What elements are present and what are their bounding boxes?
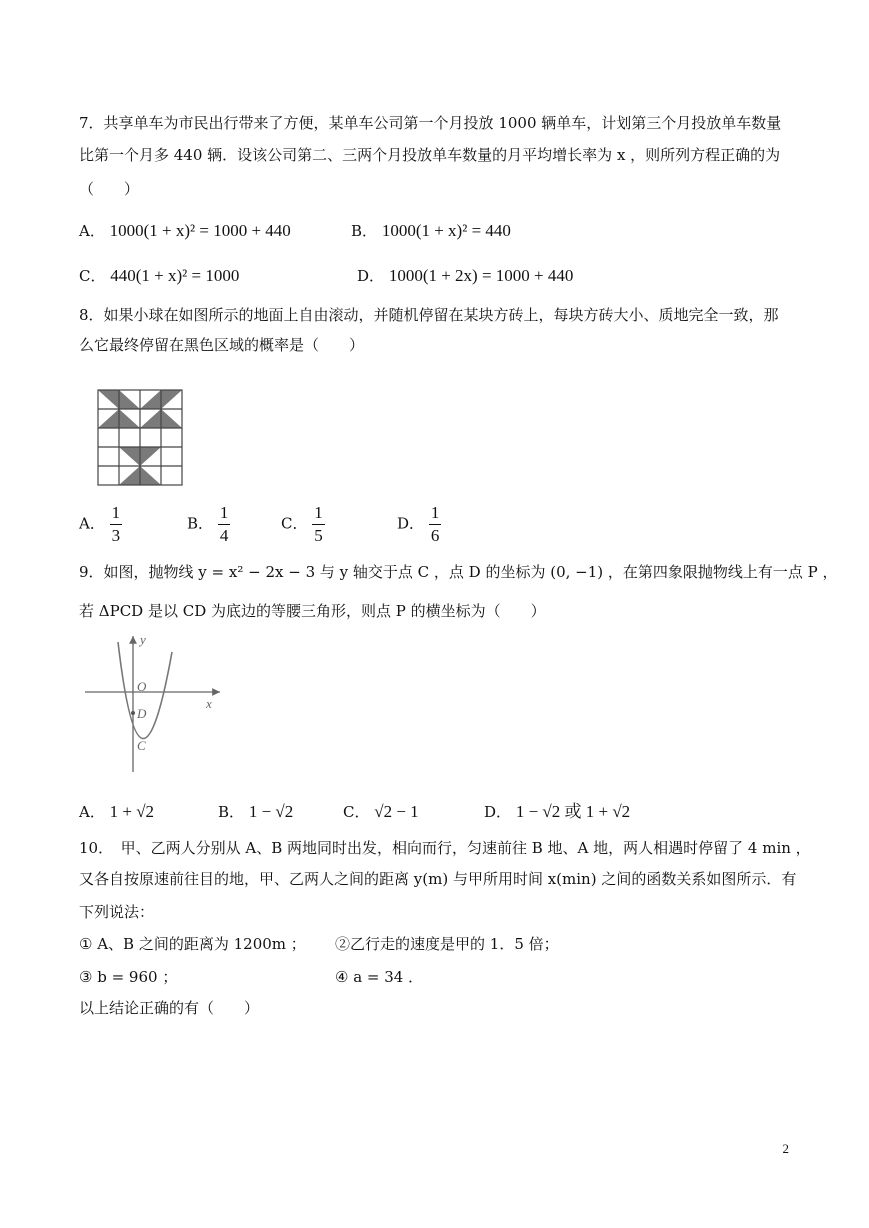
q7-option-c: [79, 266, 239, 286]
q10-stem-line2: 又各自按原速前往目的地，甲、乙两人之间的距离 y(m) 与甲所用时间 x(min) 之间的函数关系如图所示．有: [79, 870, 797, 888]
q8-shaded-triangle: [119, 447, 140, 466]
q9-option-d-label: D．: [484, 803, 512, 821]
q8-option-a-denominator: 3: [111, 526, 121, 545]
q9-option-c-text: √2 − 1: [374, 802, 419, 821]
q9-option-d-text: 1 − √2 或 1 + √2: [515, 802, 631, 821]
page-number: 2: [782, 1141, 789, 1156]
q8-option-c-fraction: [312, 504, 325, 545]
q8-option-d-fraction: [429, 504, 442, 545]
q7-option-a: [79, 221, 291, 241]
q9-option-d: [484, 802, 630, 822]
q10-statement-1: ① A、B 之间的距离为 1200m ；: [79, 935, 306, 953]
q8-tile-grid-figure: [94, 386, 186, 488]
q10-statement-2: ②乙行走的速度是甲的 1．5 倍；: [335, 935, 559, 953]
q8-option-c-numerator: 1: [312, 504, 325, 525]
q9-option-a: [79, 802, 154, 822]
q8-option-b-denominator: 4: [219, 526, 229, 545]
q7-stem-line2: 比第一个月多 440 辆．设该公司第二、三两个月投放单车数量的月平均增长率为 x ，则所列方程正确的为: [79, 146, 781, 164]
q9-option-b: [218, 802, 293, 822]
q10-stem-line1: 10． 甲、乙两人分别从 A、B 两地同时出发，相向而行，匀速前往 B 地、A 地，两人相遇时停留了 4 min ，: [79, 839, 811, 857]
q8-option-d-denominator: 6: [430, 526, 440, 545]
q10-statement-3: ③ b = 960 ；: [79, 968, 178, 986]
q9-stem-line2: 若 ΔPCD 是以 CD 为底边的等腰三角形，则点 P 的横坐标为（ ）: [79, 602, 546, 620]
q8-option-d-label: D．: [397, 514, 425, 533]
q8-option-b: [187, 504, 230, 545]
q9-option-a-label: A．: [79, 803, 105, 821]
q8-grid-lines: [98, 390, 182, 485]
q8-shaded-triangle: [119, 390, 140, 409]
q8-shaded-triangle: [161, 409, 182, 428]
q9-option-a-text: 1 + √2: [109, 802, 155, 821]
q8-option-a-label: A．: [79, 514, 105, 533]
q7-option-b-text: 1000(1 + x)² = 440: [381, 221, 511, 240]
q7-stem-line3: （ ）: [79, 180, 140, 198]
q7-option-c-text: 440(1 + x)² = 1000: [110, 266, 240, 285]
q8-shaded-triangle: [140, 447, 161, 466]
q8-shaded-triangle: [140, 409, 161, 428]
q9-y-label: y: [140, 632, 146, 647]
q9-option-c-label: C．: [343, 803, 370, 821]
q9-point-d: [131, 711, 135, 715]
q9-option-b-label: B．: [218, 803, 245, 821]
q8-option-d: [397, 504, 441, 545]
q9-option-b-text: 1 − √2: [248, 802, 294, 821]
q7-stem-line1: 7．共享单车为市民出行带来了方便，某单车公司第一个月投放 1000 辆单车，计划第三个月投放单车数量: [79, 114, 782, 132]
q9-option-c: [343, 802, 419, 822]
q8-option-d-numerator: 1: [429, 504, 442, 525]
q8-stem-line2: 么它最终停留在黑色区域的概率是（ ）: [79, 336, 365, 354]
q9-x-label: x: [206, 696, 212, 711]
q10-statement-4: ④ a = 34 ．: [335, 968, 424, 986]
q9-parabola-figure: [82, 630, 227, 775]
q8-option-c: [281, 504, 325, 545]
q10-stem-line3: 下列说法：: [79, 903, 155, 921]
q9-c-label: C: [137, 738, 146, 753]
q8-shaded-triangle: [161, 390, 182, 409]
q7-option-d-label: D．: [357, 267, 385, 285]
q7-option-c-label: C．: [79, 267, 106, 285]
q8-option-b-fraction: [218, 504, 231, 545]
q8-option-a: [79, 504, 122, 545]
q9-d-label: D: [137, 706, 147, 721]
q8-option-b-label: B．: [187, 514, 214, 533]
q7-option-a-label: A．: [79, 222, 105, 240]
q7-option-d-text: 1000(1 + 2x) = 1000 + 440: [388, 266, 574, 285]
q10-stem-line4: 以上结论正确的有（ ）: [79, 999, 260, 1017]
q8-shaded-triangle: [119, 409, 140, 428]
q8-shaded-triangle: [140, 466, 161, 485]
q8-shaded-triangle: [140, 390, 161, 409]
q8-option-c-label: C．: [281, 514, 308, 533]
q9-origin-label: O: [137, 679, 147, 694]
q9-stem-line1: 9．如图，抛物线 y = x² − 2x − 3 与 y 轴交于点 C ，点 D 的坐标为 (0, −1) ，在第四象限抛物线上有一点 P ，: [79, 563, 838, 581]
q7-option-b-label: B．: [351, 222, 378, 240]
q8-shaded-triangle: [98, 390, 119, 409]
q8-option-b-numerator: 1: [218, 504, 231, 525]
q8-shaded-triangle: [98, 409, 119, 428]
q8-shaded-triangle: [119, 466, 140, 485]
q8-option-c-denominator: 5: [314, 526, 323, 545]
q7-option-d: [357, 266, 573, 286]
q8-stem-line1: 8．如果小球在如图所示的地面上自由滚动，并随机停留在某块方砖上，每块方砖大小、质地完全一致，那: [79, 306, 779, 324]
q8-option-a-fraction: [110, 504, 123, 545]
q7-option-a-text: 1000(1 + x)² = 1000 + 440: [109, 221, 291, 240]
q7-option-b: [351, 221, 511, 241]
q8-option-a-numerator: 1: [110, 504, 123, 525]
